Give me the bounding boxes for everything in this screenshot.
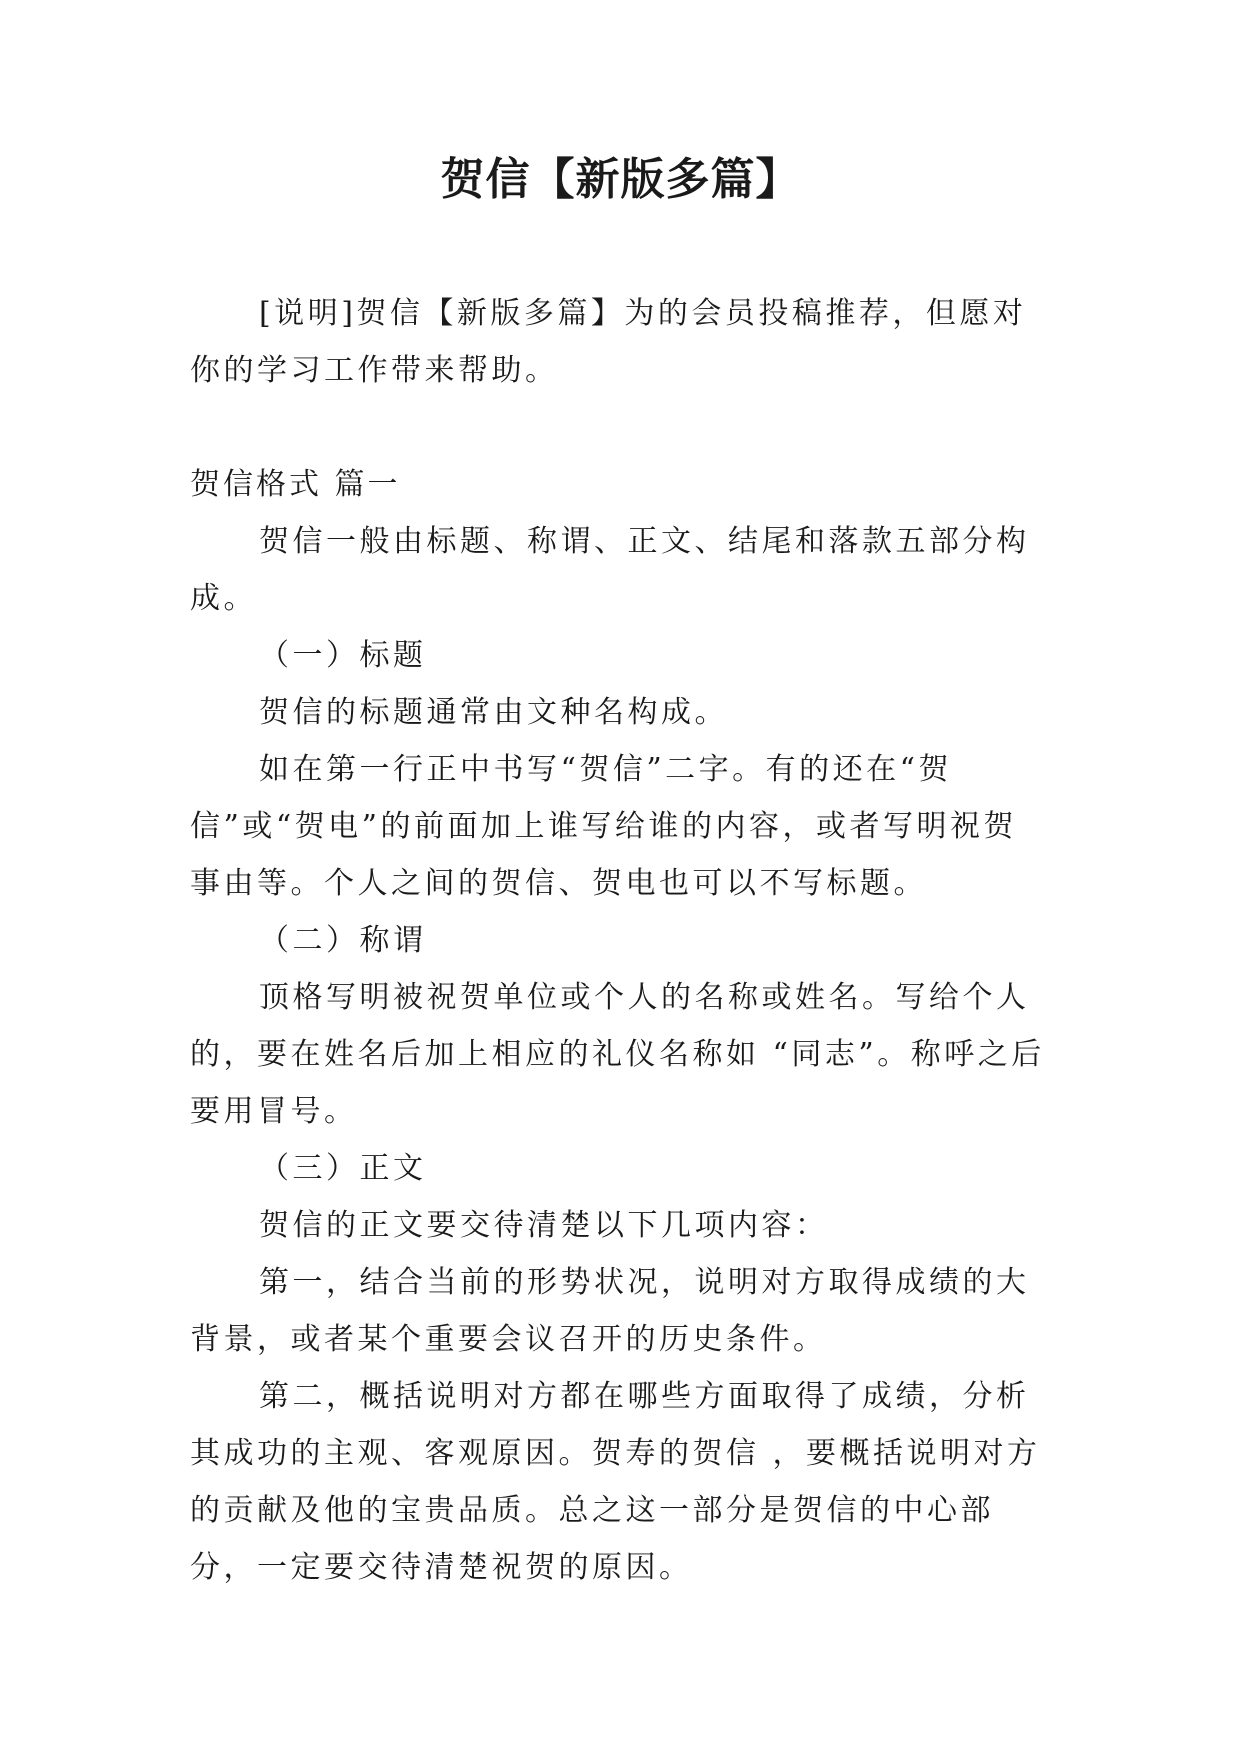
paragraph: 顶格写明被祝贺单位或个人的名称或姓名。写给个人的，要在姓名后加上相应的礼仪名称如 “同志”。称呼之后要用冒号。 <box>190 980 1045 1129</box>
paragraph: 第一，结合当前的形势状况，说明对方取得成绩的大背景，或者某个重要会议召开的历史条件。 <box>190 1265 1030 1357</box>
paragraph: 第二，概括说明对方都在哪些方面取得了成绩，分析其成功的主观、客观原因。贺寿的贺信 ，要概括说明对方的贡献及他的宝贵品质。总之这一部分是贺信的中心部分，一定要交待清楚祝贺的原因。 <box>190 1379 1041 1585</box>
paragraph: 贺信一般由标题、称谓、正文、结尾和落款五部分构成。 <box>190 524 1030 616</box>
paragraph: 如在第一行正中书写“贺信”二字。有的还在“贺信”或“贺电”的前面加上谁写给谁的内容，或者写明祝贺事由等。个人之间的贺信、贺电也可以不写标题。 <box>190 752 1018 901</box>
subheading-title: （一）标题 <box>259 638 427 673</box>
section-title: 贺信格式 篇一 <box>190 467 401 502</box>
document-title: 贺信【新版多篇】 <box>440 154 801 205</box>
subheading-body: （三）正文 <box>259 1151 427 1186</box>
document-body <box>190 285 1050 1596</box>
paragraph: 贺信的正文要交待清楚以下几项内容： <box>259 1208 829 1243</box>
subheading-salutation: （二）称谓 <box>259 923 427 958</box>
paragraph: 贺信的标题通常由文种名构成。 <box>259 695 728 730</box>
intro-paragraph: [说明]贺信【新版多篇】为的会员投稿推荐，但愿对你的学习工作带来帮助。 <box>190 296 1027 388</box>
